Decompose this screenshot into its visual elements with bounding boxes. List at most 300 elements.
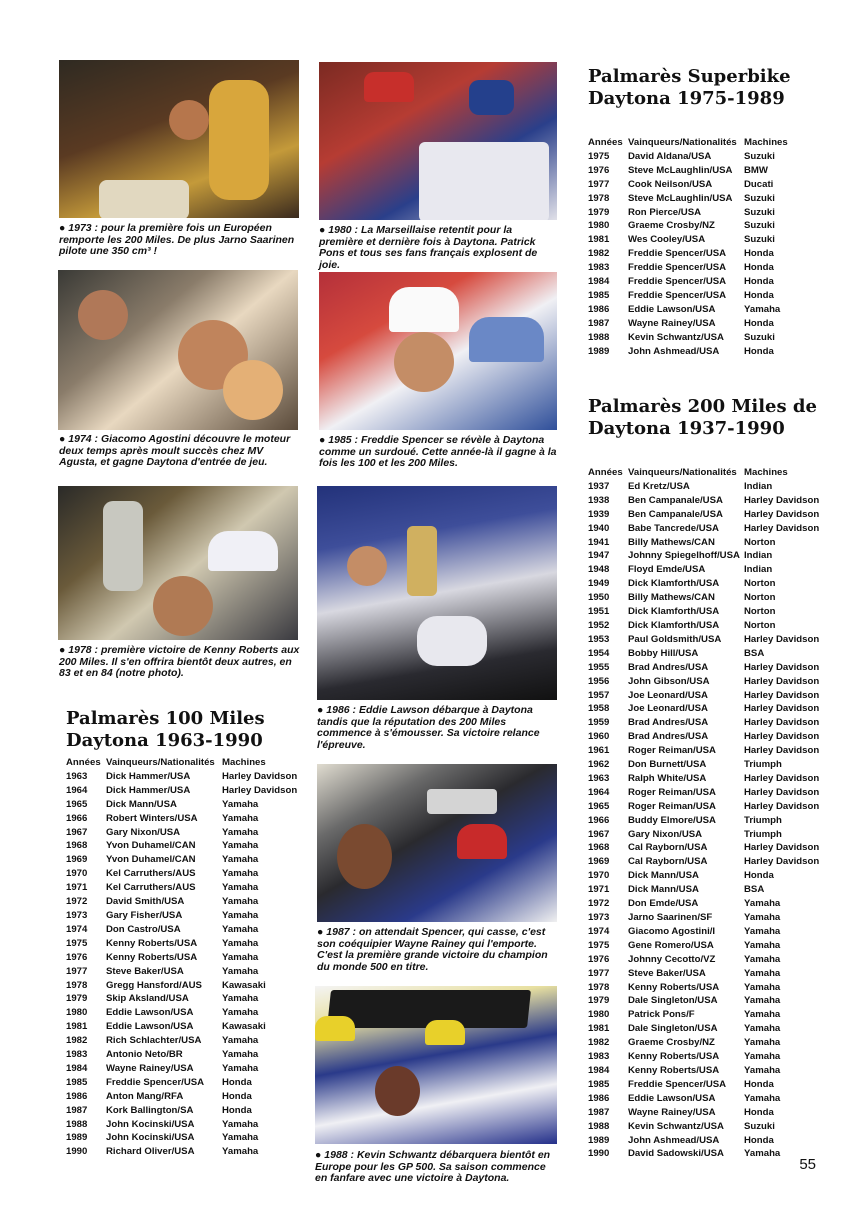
table-row bbox=[588, 730, 820, 744]
table-row bbox=[588, 1147, 820, 1161]
machine-cell: Yamaha bbox=[222, 812, 259, 824]
winner-cell: Wayne Rainey/USA bbox=[628, 1106, 716, 1118]
table-row bbox=[588, 828, 820, 842]
year-cell: 1973 bbox=[66, 909, 88, 921]
year-cell: 1957 bbox=[588, 689, 610, 701]
table-row bbox=[588, 953, 820, 967]
page-number: 55 bbox=[799, 1156, 816, 1173]
winner-cell: Robert Winters/USA bbox=[106, 812, 198, 824]
machine-cell: Yamaha bbox=[222, 1118, 259, 1130]
winner-cell: Eddie Lawson/USA bbox=[106, 1021, 194, 1033]
year-cell: 1984 bbox=[588, 276, 610, 288]
table-header bbox=[588, 466, 820, 480]
table-row bbox=[588, 981, 820, 995]
winner-cell: Dick Klamforth/USA bbox=[628, 606, 720, 618]
machine-cell: Suzuki bbox=[744, 150, 775, 162]
machine-cell: Harley Davidson bbox=[744, 675, 820, 687]
machine-cell: Suzuki bbox=[744, 192, 775, 204]
table-row bbox=[588, 331, 820, 345]
year-cell: 1988 bbox=[66, 1118, 88, 1130]
year-cell: 1981 bbox=[66, 1021, 88, 1033]
table-row bbox=[588, 994, 820, 1008]
table-row bbox=[588, 261, 820, 275]
table-100-miles bbox=[66, 756, 298, 1159]
table-row bbox=[588, 192, 820, 206]
winner-cell: Freddie Spencer/USA bbox=[628, 276, 727, 288]
col-machine: Machines bbox=[744, 137, 788, 148]
machine-cell: Triumph bbox=[744, 814, 782, 826]
machine-cell: Norton bbox=[744, 606, 776, 618]
winner-cell: Babe Tancrede/USA bbox=[628, 522, 719, 534]
table-row bbox=[588, 716, 820, 730]
col-winner: Vainqueurs/Nationalités bbox=[106, 757, 215, 768]
machine-cell: Yamaha bbox=[222, 1146, 259, 1158]
machine-cell: Harley Davidson bbox=[744, 508, 820, 520]
year-cell: 1980 bbox=[588, 220, 610, 232]
winner-cell: Kenny Roberts/USA bbox=[628, 981, 720, 993]
winner-cell: Joe Leonard/USA bbox=[628, 703, 708, 715]
year-cell: 1952 bbox=[588, 619, 610, 631]
machine-cell: Harley Davidson bbox=[744, 786, 820, 798]
caption-1980: ● 1980 : La Marseillaise retentit pour la première et dernière fois à Daytona. Patrick Pons et tous ses fans français explosent de joie. bbox=[319, 224, 538, 271]
caption-1973: ● 1973 : pour la première fois un Européen remporte les 200 Miles. De plus Jarno Saarinen pilote une 350 cm³ ! bbox=[59, 222, 295, 258]
table-row bbox=[588, 897, 820, 911]
machine-cell: Honda bbox=[744, 1106, 774, 1118]
year-cell: 1965 bbox=[66, 798, 88, 810]
table-row bbox=[66, 1048, 298, 1062]
caption-1974: ● 1974 : Giacomo Agostini découvre le moteur deux temps après moult succès chez MV Agusta, et gagne Daytona d'entrée de jeu. bbox=[59, 433, 291, 469]
col-year: Années bbox=[588, 137, 623, 148]
table-row bbox=[66, 812, 298, 826]
machine-cell: Yamaha bbox=[222, 1007, 259, 1019]
table-row bbox=[588, 883, 820, 897]
table-row bbox=[588, 563, 820, 577]
year-cell: 1968 bbox=[588, 842, 610, 854]
year-cell: 1940 bbox=[588, 522, 610, 534]
year-cell: 1956 bbox=[588, 675, 610, 687]
machine-cell: Suzuki bbox=[744, 1120, 775, 1132]
table-row bbox=[66, 853, 298, 867]
table-row bbox=[588, 689, 820, 703]
winner-cell: Yvon Duhamel/CAN bbox=[106, 840, 196, 852]
year-cell: 1953 bbox=[588, 633, 610, 645]
col-machine: Machines bbox=[744, 467, 788, 478]
table-row bbox=[66, 1090, 298, 1104]
winner-cell: Giacomo Agostini/I bbox=[628, 925, 716, 937]
year-cell: 1941 bbox=[588, 536, 610, 548]
year-cell: 1975 bbox=[66, 937, 88, 949]
winner-cell: Rich Schlachter/USA bbox=[106, 1035, 202, 1047]
winner-cell: Steve McLaughlin/USA bbox=[628, 164, 733, 176]
title-200-miles: Palmarès 200 Miles de Daytona 1937-1990 bbox=[588, 396, 817, 439]
winner-cell: Brad Andres/USA bbox=[628, 717, 709, 729]
machine-cell: Harley Davidson bbox=[744, 661, 820, 673]
machine-cell: Honda bbox=[744, 262, 774, 274]
table-row bbox=[588, 275, 820, 289]
machine-cell: Harley Davidson bbox=[744, 703, 820, 715]
caption-1986: ● 1986 : Eddie Lawson débarque à Daytona tandis que la réputation des 200 Miles commence à s'émousser. Sa victoire relance l'épreuve. bbox=[317, 704, 540, 751]
year-cell: 1988 bbox=[588, 331, 610, 343]
table-row bbox=[588, 814, 820, 828]
machine-cell: Yamaha bbox=[744, 912, 781, 923]
machine-cell: Harley Davidson bbox=[744, 633, 820, 645]
machine-cell: Harley Davidson bbox=[744, 494, 820, 506]
year-cell: 1990 bbox=[588, 1148, 610, 1160]
table-row bbox=[66, 881, 298, 895]
winner-cell: Cal Rayborn/USA bbox=[628, 856, 708, 868]
winner-cell: Buddy Elmore/USA bbox=[628, 814, 716, 826]
machine-cell: Yamaha bbox=[222, 993, 259, 1005]
winner-cell: Cal Rayborn/USA bbox=[628, 842, 708, 854]
winner-cell: John Gibson/USA bbox=[628, 675, 710, 687]
machine-cell: Yamaha bbox=[744, 925, 781, 937]
table-row bbox=[66, 923, 298, 937]
table-row bbox=[588, 967, 820, 981]
machine-cell: Yamaha bbox=[222, 854, 259, 866]
year-cell: 1977 bbox=[66, 965, 88, 977]
winner-cell: Richard Oliver/USA bbox=[106, 1146, 195, 1158]
winner-cell: Kevin Schwantz/USA bbox=[628, 1120, 724, 1132]
winner-cell: Dick Mann/USA bbox=[628, 884, 699, 896]
table-row bbox=[588, 1022, 820, 1036]
table-row bbox=[588, 1050, 820, 1064]
winner-cell: Gene Romero/USA bbox=[628, 939, 714, 951]
machine-cell: Yamaha bbox=[222, 882, 259, 894]
col-year: Années bbox=[66, 757, 101, 768]
year-cell: 1939 bbox=[588, 508, 610, 520]
caption-1987: ● 1987 : on attendait Spencer, qui casse, c'est son coéquipier Wayne Rainey qui l'emporte. C'est la première grande victoire du champion du monde 500 en titre. bbox=[317, 926, 548, 973]
winner-cell: Bobby Hill/USA bbox=[628, 647, 699, 659]
table-row bbox=[588, 494, 820, 508]
year-cell: 1976 bbox=[66, 951, 88, 963]
machine-cell: Harley Davidson bbox=[744, 800, 820, 812]
year-cell: 1980 bbox=[66, 1007, 88, 1019]
year-cell: 1983 bbox=[588, 1051, 610, 1063]
year-cell: 1978 bbox=[66, 979, 88, 991]
machine-cell: Yamaha bbox=[744, 1092, 781, 1104]
machine-cell: Yamaha bbox=[222, 951, 259, 963]
photo-1973 bbox=[59, 60, 299, 218]
year-cell: 1982 bbox=[588, 248, 610, 260]
table-row bbox=[588, 1106, 820, 1120]
machine-cell: Honda bbox=[744, 1134, 774, 1146]
year-cell: 1950 bbox=[588, 592, 610, 604]
table-header bbox=[66, 756, 298, 770]
table-row bbox=[588, 675, 820, 689]
title-100-miles: Palmarès 100 Miles Daytona 1963-1990 bbox=[66, 708, 265, 751]
table-row bbox=[588, 744, 820, 758]
winner-cell: Wayne Rainey/USA bbox=[628, 317, 716, 329]
winner-cell: Roger Reiman/USA bbox=[628, 745, 716, 757]
photo-1988 bbox=[315, 986, 557, 1144]
year-cell: 1986 bbox=[588, 303, 610, 315]
winner-cell: Freddie Spencer/USA bbox=[628, 289, 727, 301]
table-row bbox=[588, 1134, 820, 1148]
machine-cell: Harley Davidson bbox=[744, 717, 820, 729]
machine-cell: Indian bbox=[744, 564, 773, 576]
machine-cell: Norton bbox=[744, 592, 776, 604]
winner-cell: David Aldana/USA bbox=[628, 150, 712, 162]
table-row bbox=[588, 1036, 820, 1050]
winner-cell: Brad Andres/USA bbox=[628, 661, 709, 673]
year-cell: 1977 bbox=[588, 178, 610, 190]
winner-cell: Skip Aksland/USA bbox=[106, 993, 189, 1005]
table-row bbox=[66, 867, 298, 881]
winner-cell: Eddie Lawson/USA bbox=[106, 1007, 194, 1019]
machine-cell: Yamaha bbox=[222, 896, 259, 908]
table-row bbox=[66, 937, 298, 951]
year-cell: 1972 bbox=[588, 898, 610, 910]
year-cell: 1984 bbox=[588, 1064, 610, 1076]
winner-cell: Dick Mann/USA bbox=[106, 798, 177, 810]
machine-cell: Indian bbox=[744, 480, 773, 492]
winner-cell: Jarno Saarinen/SF bbox=[628, 912, 713, 923]
table-row bbox=[66, 784, 298, 798]
table-row bbox=[588, 758, 820, 772]
year-cell: 1981 bbox=[588, 234, 610, 246]
table-row bbox=[588, 289, 820, 303]
table-row bbox=[588, 1120, 820, 1134]
year-cell: 1978 bbox=[588, 981, 610, 993]
title-superbike: Palmarès Superbike Daytona 1975-1989 bbox=[588, 66, 791, 109]
machine-cell: Honda bbox=[744, 317, 774, 329]
table-row bbox=[588, 661, 820, 675]
winner-cell: Yvon Duhamel/CAN bbox=[106, 854, 196, 866]
winner-cell: Brad Andres/USA bbox=[628, 731, 709, 743]
year-cell: 1958 bbox=[588, 703, 610, 715]
table-row bbox=[588, 522, 820, 536]
table-row bbox=[588, 577, 820, 591]
machine-cell: Yamaha bbox=[222, 1132, 259, 1144]
year-cell: 1967 bbox=[66, 826, 88, 838]
year-cell: 1987 bbox=[588, 317, 610, 329]
winner-cell: Freddie Spencer/USA bbox=[628, 262, 727, 274]
machine-cell: Harley Davidson bbox=[744, 731, 820, 743]
year-cell: 1976 bbox=[588, 164, 610, 176]
col-winner: Vainqueurs/Nationalités bbox=[628, 467, 737, 478]
machine-cell: Harley Davidson bbox=[744, 522, 820, 534]
winner-cell: Johnny Cecotto/VZ bbox=[628, 953, 716, 965]
year-cell: 1986 bbox=[66, 1090, 88, 1102]
year-cell: 1948 bbox=[588, 564, 610, 576]
year-cell: 1974 bbox=[66, 923, 88, 935]
year-cell: 1979 bbox=[588, 206, 610, 218]
table-row bbox=[588, 150, 820, 164]
table-row bbox=[66, 826, 298, 840]
winner-cell: Gary Nixon/USA bbox=[628, 828, 703, 840]
machine-cell: Yamaha bbox=[744, 303, 781, 315]
col-year: Années bbox=[588, 467, 623, 478]
machine-cell: Harley Davidson bbox=[222, 784, 298, 796]
winner-cell: Dick Hammer/USA bbox=[106, 784, 191, 796]
year-cell: 1964 bbox=[588, 786, 610, 798]
winner-cell: Dale Singleton/USA bbox=[628, 995, 718, 1007]
table-row bbox=[588, 219, 820, 233]
winner-cell: Gary Nixon/USA bbox=[106, 826, 181, 838]
table-row bbox=[588, 605, 820, 619]
table-row bbox=[66, 770, 298, 784]
year-cell: 1974 bbox=[588, 925, 610, 937]
winner-cell: Paul Goldsmith/USA bbox=[628, 633, 722, 645]
winner-cell: Ralph White/USA bbox=[628, 772, 707, 784]
winner-cell: Eddie Lawson/USA bbox=[628, 1092, 716, 1104]
winner-cell: Dick Hammer/USA bbox=[106, 770, 191, 782]
year-cell: 1973 bbox=[588, 912, 610, 923]
year-cell: 1983 bbox=[66, 1049, 88, 1061]
machine-cell: BSA bbox=[744, 884, 765, 896]
year-cell: 1966 bbox=[588, 814, 610, 826]
year-cell: 1937 bbox=[588, 480, 610, 492]
year-cell: 1989 bbox=[66, 1132, 88, 1144]
winner-cell: Gary Fisher/USA bbox=[106, 909, 183, 921]
winner-cell: Billy Mathews/CAN bbox=[628, 592, 715, 604]
year-cell: 1968 bbox=[66, 840, 88, 852]
winner-cell: Steve Baker/USA bbox=[106, 965, 184, 977]
table-row bbox=[588, 178, 820, 192]
machine-cell: Honda bbox=[744, 1078, 774, 1090]
table-row bbox=[588, 800, 820, 814]
year-cell: 1979 bbox=[588, 995, 610, 1007]
year-cell: 1978 bbox=[588, 192, 610, 204]
year-cell: 1983 bbox=[588, 262, 610, 274]
machine-cell: Harley Davidson bbox=[744, 689, 820, 701]
machine-cell: Yamaha bbox=[744, 1148, 781, 1160]
table-200-miles bbox=[588, 466, 820, 1161]
year-cell: 1962 bbox=[588, 759, 610, 771]
table-row bbox=[588, 869, 820, 883]
machine-cell: Yamaha bbox=[222, 937, 259, 949]
table-row bbox=[66, 1076, 298, 1090]
year-cell: 1965 bbox=[588, 800, 610, 812]
winner-cell: Cook Neilson/USA bbox=[628, 178, 713, 190]
winner-cell: Steve McLaughlin/USA bbox=[628, 192, 733, 204]
machine-cell: Ducati bbox=[744, 178, 774, 190]
photo-1987 bbox=[317, 764, 557, 922]
year-cell: 1954 bbox=[588, 647, 610, 659]
winner-cell: John Ashmead/USA bbox=[628, 1134, 720, 1146]
machine-cell: Yamaha bbox=[744, 967, 781, 979]
machine-cell: Yamaha bbox=[222, 1049, 259, 1061]
winner-cell: Dick Mann/USA bbox=[628, 870, 699, 882]
machine-cell: Honda bbox=[744, 248, 774, 260]
table-row bbox=[588, 536, 820, 550]
machine-cell: Suzuki bbox=[744, 220, 775, 232]
table-row bbox=[588, 702, 820, 716]
machine-cell: Yamaha bbox=[222, 798, 259, 810]
machine-cell: Harley Davidson bbox=[744, 842, 820, 854]
year-cell: 1971 bbox=[588, 884, 610, 896]
winner-cell: Wayne Rainey/USA bbox=[106, 1062, 194, 1074]
machine-cell: Harley Davidson bbox=[744, 772, 820, 784]
machine-cell: Honda bbox=[744, 870, 774, 882]
winner-cell: Gregg Hansford/AUS bbox=[106, 979, 202, 991]
table-row bbox=[588, 772, 820, 786]
machine-cell: Harley Davidson bbox=[744, 856, 820, 868]
year-cell: 1961 bbox=[588, 745, 610, 757]
winner-cell: Graeme Crosby/NZ bbox=[628, 220, 715, 232]
machine-cell: Yamaha bbox=[744, 1051, 781, 1063]
machine-cell: Harley Davidson bbox=[744, 745, 820, 757]
winner-cell: Dick Klamforth/USA bbox=[628, 619, 720, 631]
caption-1988: ● 1988 : Kevin Schwantz débarquera bientôt en Europe pour les GP 500. Sa saison commence en fanfare avec une victoire à Daytona. bbox=[315, 1149, 551, 1185]
year-cell: 1955 bbox=[588, 661, 610, 673]
winner-cell: Freddie Spencer/USA bbox=[106, 1076, 205, 1088]
machine-cell: Honda bbox=[222, 1090, 252, 1102]
machine-cell: Yamaha bbox=[222, 965, 259, 977]
machine-cell: Indian bbox=[744, 550, 773, 562]
year-cell: 1987 bbox=[588, 1106, 610, 1118]
table-row bbox=[66, 951, 298, 965]
machine-cell: Yamaha bbox=[222, 840, 259, 852]
table-row bbox=[588, 480, 820, 494]
machine-cell: Triumph bbox=[744, 828, 782, 840]
machine-cell: Yamaha bbox=[744, 995, 781, 1007]
machine-cell: Yamaha bbox=[222, 1035, 259, 1047]
year-cell: 1979 bbox=[66, 993, 88, 1005]
machine-cell: Yamaha bbox=[222, 909, 259, 921]
table-row bbox=[66, 1034, 298, 1048]
year-cell: 1989 bbox=[588, 1134, 610, 1146]
year-cell: 1988 bbox=[588, 1120, 610, 1132]
col-machine: Machines bbox=[222, 757, 266, 768]
winner-cell: Antonio Neto/BR bbox=[106, 1049, 183, 1061]
machine-cell: Yamaha bbox=[744, 1064, 781, 1076]
year-cell: 1985 bbox=[66, 1076, 88, 1088]
machine-cell: Harley Davidson bbox=[222, 770, 298, 782]
table-header bbox=[588, 136, 820, 150]
winner-cell: Ron Pierce/USA bbox=[628, 206, 702, 218]
table-row bbox=[588, 1092, 820, 1106]
table-row bbox=[588, 206, 820, 220]
table-row bbox=[66, 992, 298, 1006]
year-cell: 1969 bbox=[588, 856, 610, 868]
table-row bbox=[588, 591, 820, 605]
caption-1978: ● 1978 : première victoire de Kenny Roberts aux 200 Miles. Il s'en offrira bientôt deux autres, en 83 et en 84 (notre photo). bbox=[59, 644, 300, 680]
winner-cell: Kork Ballington/SA bbox=[106, 1104, 194, 1116]
table-row bbox=[588, 911, 820, 925]
machine-cell: Yamaha bbox=[222, 868, 259, 880]
year-cell: 1975 bbox=[588, 150, 610, 162]
year-cell: 1982 bbox=[588, 1037, 610, 1049]
winner-cell: Dick Klamforth/USA bbox=[628, 578, 720, 590]
machine-cell: Yamaha bbox=[744, 939, 781, 951]
year-cell: 1969 bbox=[66, 854, 88, 866]
winner-cell: Roger Reiman/USA bbox=[628, 800, 716, 812]
table-row bbox=[66, 1104, 298, 1118]
machine-cell: Yamaha bbox=[744, 1037, 781, 1049]
table-row bbox=[66, 1118, 298, 1132]
year-cell: 1967 bbox=[588, 828, 610, 840]
machine-cell: BSA bbox=[744, 647, 765, 659]
table-row bbox=[588, 317, 820, 331]
table-row bbox=[66, 1020, 298, 1034]
winner-cell: Kel Carruthers/AUS bbox=[106, 868, 196, 880]
winner-cell: John Kocinski/USA bbox=[106, 1132, 195, 1144]
winner-cell: Ben Campanale/USA bbox=[628, 508, 723, 520]
table-row bbox=[588, 508, 820, 522]
winner-cell: Kenny Roberts/USA bbox=[628, 1051, 720, 1063]
year-cell: 1977 bbox=[588, 967, 610, 979]
year-cell: 1989 bbox=[588, 345, 610, 357]
winner-cell: Ben Campanale/USA bbox=[628, 494, 723, 506]
year-cell: 1971 bbox=[66, 882, 88, 894]
winner-cell: Eddie Lawson/USA bbox=[628, 303, 716, 315]
year-cell: 1981 bbox=[588, 1023, 610, 1035]
table-row bbox=[588, 164, 820, 178]
photo-1974 bbox=[58, 270, 298, 430]
col-winner: Vainqueurs/Nationalités bbox=[628, 137, 737, 148]
year-cell: 1949 bbox=[588, 578, 610, 590]
